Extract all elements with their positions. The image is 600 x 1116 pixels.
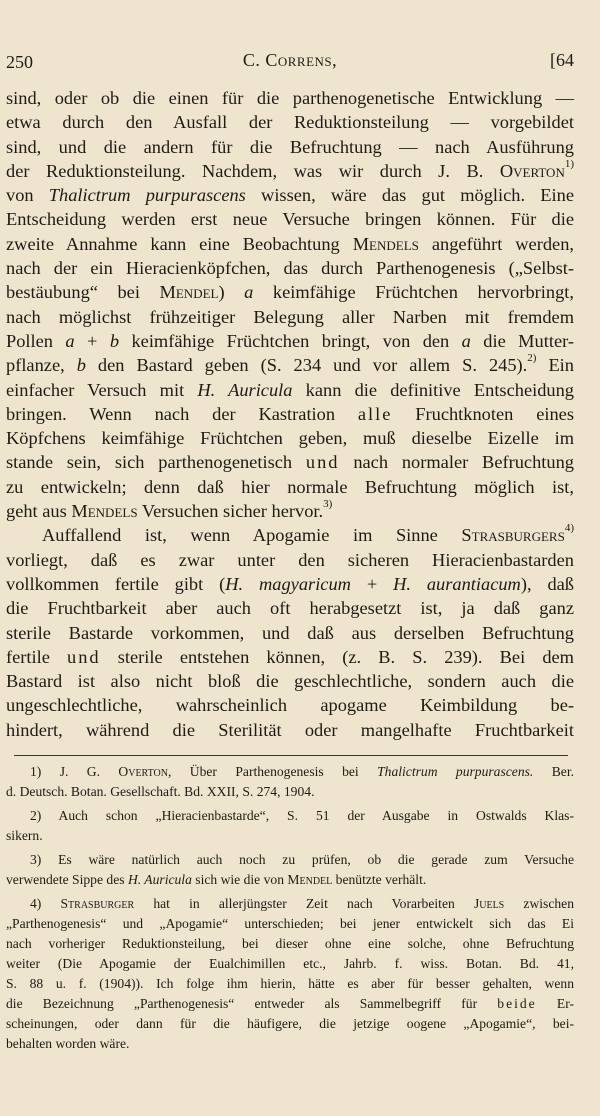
text-run: weiter (Die Apogamie der Eualchimillen etc., Jahrb. f. wiss. Botan. Bd. 41, bbox=[6, 956, 574, 971]
text-run: zwischen bbox=[504, 896, 574, 911]
text-run: hat in allerjüngster Zeit nach Vorarbeiten bbox=[134, 896, 474, 911]
text-run: keimfähige Früchtchen hervorbringt, bbox=[253, 282, 574, 303]
footnote-line bbox=[6, 994, 574, 1014]
footnote-line bbox=[6, 762, 574, 782]
text-run: nach normaler Befruchtung bbox=[339, 452, 574, 473]
text-run: a bbox=[461, 330, 471, 351]
footnote-ref: 2) bbox=[527, 352, 537, 365]
footnote-line bbox=[6, 782, 574, 802]
text-run: H. magyaricum bbox=[225, 573, 351, 594]
text-run: die Mutter- bbox=[470, 330, 574, 351]
text-run: Strasburgers bbox=[461, 525, 565, 546]
text-line bbox=[6, 329, 574, 353]
text-line bbox=[6, 645, 574, 669]
text-run: wissen, wäre das gut möglich. Eine bbox=[245, 185, 574, 206]
text-line bbox=[6, 159, 574, 183]
text-run: Overton bbox=[499, 160, 565, 181]
footnote-line bbox=[6, 870, 574, 890]
text-run: Entscheidung werden erst neue Versuche bringen können. Für die bbox=[6, 209, 574, 230]
running-title: C. Correns, bbox=[242, 50, 338, 70]
text-run: 2) Auch schon „Hieracienbastarde“, S. 51 der Ausgabe in Ostwalds Klas- bbox=[30, 808, 574, 823]
text-run: S. 88 u. f. (1904)). Ich folge ihm hierin, hätte es aber für besser gehalten, wenn bbox=[6, 976, 574, 991]
text-run: nach der ein Hieracienköpfchen, das durch Parthenogenesis („Selbst- bbox=[6, 258, 574, 279]
text-line bbox=[6, 280, 574, 304]
text-run: den Bastard geben (S. 234 und vor allem S. 245). bbox=[85, 355, 528, 376]
text-run: die Bezeichnung „Parthenogenesis“ entweder als Sammelbegriff für bbox=[6, 996, 498, 1011]
footnotes bbox=[6, 762, 574, 1054]
text-run: sterile Bastarde vorkommen, und daß aus derselben Befruchtung bbox=[6, 622, 574, 643]
text-run: von bbox=[6, 185, 49, 206]
text-run: 1) J. G. bbox=[30, 764, 119, 779]
text-run: Versuchen sicher hervor. bbox=[137, 501, 324, 522]
text-line bbox=[6, 548, 574, 572]
footnote-line bbox=[6, 974, 574, 994]
text-run: kann die definitive Entscheidung bbox=[292, 379, 574, 400]
text-line bbox=[6, 135, 574, 159]
text-run: zu entwickeln; denn daß hier normale Befruchtung möglich ist, bbox=[6, 476, 574, 497]
text-line bbox=[6, 256, 574, 280]
text-run: H. aurantiacum bbox=[393, 573, 521, 594]
footnote-line bbox=[6, 850, 574, 870]
text-run: Mendel bbox=[287, 872, 333, 887]
text-run: angeführt werden, bbox=[418, 233, 574, 254]
text-line bbox=[6, 499, 574, 523]
text-line bbox=[6, 426, 574, 450]
section-mark: [64 bbox=[550, 50, 574, 70]
text-run: scheinungen, oder dann für die häufigere, die jetzige oogene „Apogamie“, bei- bbox=[6, 1016, 574, 1031]
text-run: , Über Parthenogenesis bei bbox=[168, 764, 378, 779]
text-run: Juels bbox=[473, 896, 505, 911]
text-run: Er- bbox=[536, 996, 574, 1011]
text-line bbox=[6, 693, 574, 717]
text-run: nach vorheriger Reduktionsteilung, bei dieser ohne eine solche, ohne Befruchtung bbox=[6, 936, 574, 951]
text-run: H. Auricula bbox=[127, 872, 192, 887]
text-line bbox=[6, 596, 574, 620]
text-run: H. Auricula bbox=[197, 379, 293, 400]
text-run: fertile bbox=[6, 646, 68, 667]
body-text bbox=[6, 86, 574, 742]
footnote-rule bbox=[14, 755, 568, 756]
text-run: Mendels bbox=[352, 233, 419, 254]
footnote-line bbox=[6, 826, 574, 846]
text-run: Köpfchens keimfähige Früchtchen geben, muß dieselbe Eizelle im bbox=[6, 428, 574, 449]
text-run: ungeschlechtliche, wahrscheinlich apogame Keimbildung be- bbox=[6, 695, 574, 716]
text-run: hindert, während die Sterilität oder mangelhafte Fruchtbarkeit bbox=[6, 719, 574, 740]
text-run: alle bbox=[357, 403, 393, 424]
footnote-3 bbox=[6, 850, 574, 890]
footnote-ref: 3) bbox=[323, 497, 333, 510]
text-run: stande sein, sich parthenogenetisch bbox=[6, 452, 306, 473]
footnote-line bbox=[6, 894, 574, 914]
page-header bbox=[6, 46, 574, 76]
text-line bbox=[6, 718, 574, 742]
text-run: „Parthenogenesis“ und „Apogamie“ unterschieden; bei jener entwickelt sich das Ei bbox=[6, 916, 574, 931]
text-run: Pollen bbox=[6, 330, 66, 351]
text-line bbox=[6, 621, 574, 645]
text-run: einfacher Versuch mit bbox=[6, 379, 198, 400]
text-line bbox=[6, 402, 574, 426]
paragraph-1 bbox=[6, 86, 574, 523]
text-run: Thalictrum purpurascens bbox=[48, 185, 246, 206]
text-run: sind, oder ob die einen für die parthenogenetische Entwicklung — bbox=[6, 88, 574, 108]
text-line bbox=[6, 450, 574, 474]
text-run: sikern. bbox=[6, 828, 43, 843]
text-run: Auffallend ist, wenn Apogamie im Sinne bbox=[42, 525, 462, 546]
text-run: + bbox=[74, 330, 110, 351]
text-run: + bbox=[350, 573, 394, 594]
text-run: sich wie die von bbox=[191, 872, 288, 887]
footnote-line bbox=[6, 954, 574, 974]
text-line bbox=[6, 110, 574, 134]
text-run: sind, und die andern für die Befruchtung — nach Ausführung bbox=[6, 136, 574, 157]
text-run: zweite Annahme kann eine Beobachtung bbox=[6, 233, 353, 254]
text-run: sterile entstehen können, (z. B. S. 239). Bei dem bbox=[100, 646, 574, 667]
text-run: die Fruchtbarkeit aber auch oft herabgesetzt ist, ja daß ganz bbox=[6, 598, 574, 619]
footnote-4 bbox=[6, 894, 574, 1054]
page-number: 250 bbox=[6, 52, 33, 72]
text-run: vorliegt, daß es zwar unter den sicheren Hieracienbastarden bbox=[6, 549, 574, 570]
text-run: 4) bbox=[30, 896, 61, 911]
text-run: Mendel bbox=[159, 282, 219, 303]
text-run: bestäubung“ bei bbox=[6, 282, 160, 303]
text-run: b bbox=[109, 330, 120, 351]
text-line bbox=[6, 86, 574, 110]
text-line bbox=[6, 475, 574, 499]
footnote-line bbox=[6, 914, 574, 934]
text-run: Ein bbox=[536, 355, 574, 376]
footnote-line bbox=[6, 1034, 574, 1054]
text-line bbox=[6, 523, 574, 547]
text-run: und bbox=[305, 452, 340, 473]
text-run: Strasburger bbox=[60, 896, 135, 911]
text-run: nach möglichst frühzeitiger Belegung aller Narben mit fremdem bbox=[6, 306, 574, 327]
footnote-2 bbox=[6, 806, 574, 846]
text-line bbox=[6, 572, 574, 596]
text-line bbox=[6, 207, 574, 231]
text-line bbox=[6, 353, 574, 377]
footnote-ref: 4) bbox=[564, 522, 574, 535]
text-run: benützte verhält. bbox=[332, 872, 427, 887]
text-run: ) bbox=[218, 282, 245, 303]
text-run: ), daß bbox=[520, 573, 574, 594]
text-run: pflanze, bbox=[6, 355, 77, 376]
text-run: a bbox=[244, 282, 254, 303]
text-run: bringen. Wenn nach der Kastration bbox=[6, 403, 358, 424]
text-run: behalten worden wäre. bbox=[6, 1036, 130, 1051]
text-run: der Reduktionsteilung. Nachdem, was wir durch J. B. bbox=[6, 160, 500, 181]
text-run: und bbox=[67, 646, 101, 667]
footnote-1 bbox=[6, 762, 574, 802]
text-run: Overton bbox=[118, 764, 168, 779]
text-run: geht aus bbox=[6, 501, 72, 522]
text-run: a bbox=[65, 330, 75, 351]
text-run: beide bbox=[497, 996, 537, 1011]
footnote-line bbox=[6, 806, 574, 826]
text-line bbox=[6, 669, 574, 693]
text-line bbox=[6, 378, 574, 402]
footnote-ref: 1) bbox=[564, 157, 574, 170]
text-line bbox=[6, 305, 574, 329]
text-run: verwendete Sippe des bbox=[6, 872, 128, 887]
text-run: Ber. bbox=[533, 764, 574, 779]
text-line bbox=[6, 232, 574, 256]
text-run: Mendels bbox=[71, 501, 138, 522]
footnote-line bbox=[6, 934, 574, 954]
text-run: Fruchtknoten eines bbox=[392, 403, 574, 424]
text-run: Thalictrum purpurascens. bbox=[377, 764, 534, 779]
text-run: 3) Es wäre natürlich auch noch zu prüfen, ob die gerade zum Versuche bbox=[30, 852, 574, 867]
text-run: d. Deutsch. Botan. Gesellschaft. Bd. XXII, S. 274, 1904. bbox=[6, 784, 315, 799]
paragraph-2 bbox=[6, 523, 574, 742]
text-line bbox=[6, 183, 574, 207]
text-run: etwa durch den Ausfall der Reduktionsteilung — vorgebildet bbox=[6, 112, 574, 133]
text-run: keimfähige Früchtchen bringt, von den bbox=[119, 330, 462, 351]
text-run: vollkommen fertile gibt ( bbox=[6, 573, 226, 594]
text-run: b bbox=[76, 355, 86, 376]
footnote-line bbox=[6, 1014, 574, 1034]
text-run: Bastard ist also nicht bloß die geschlechtliche, sondern auch die bbox=[6, 671, 574, 692]
